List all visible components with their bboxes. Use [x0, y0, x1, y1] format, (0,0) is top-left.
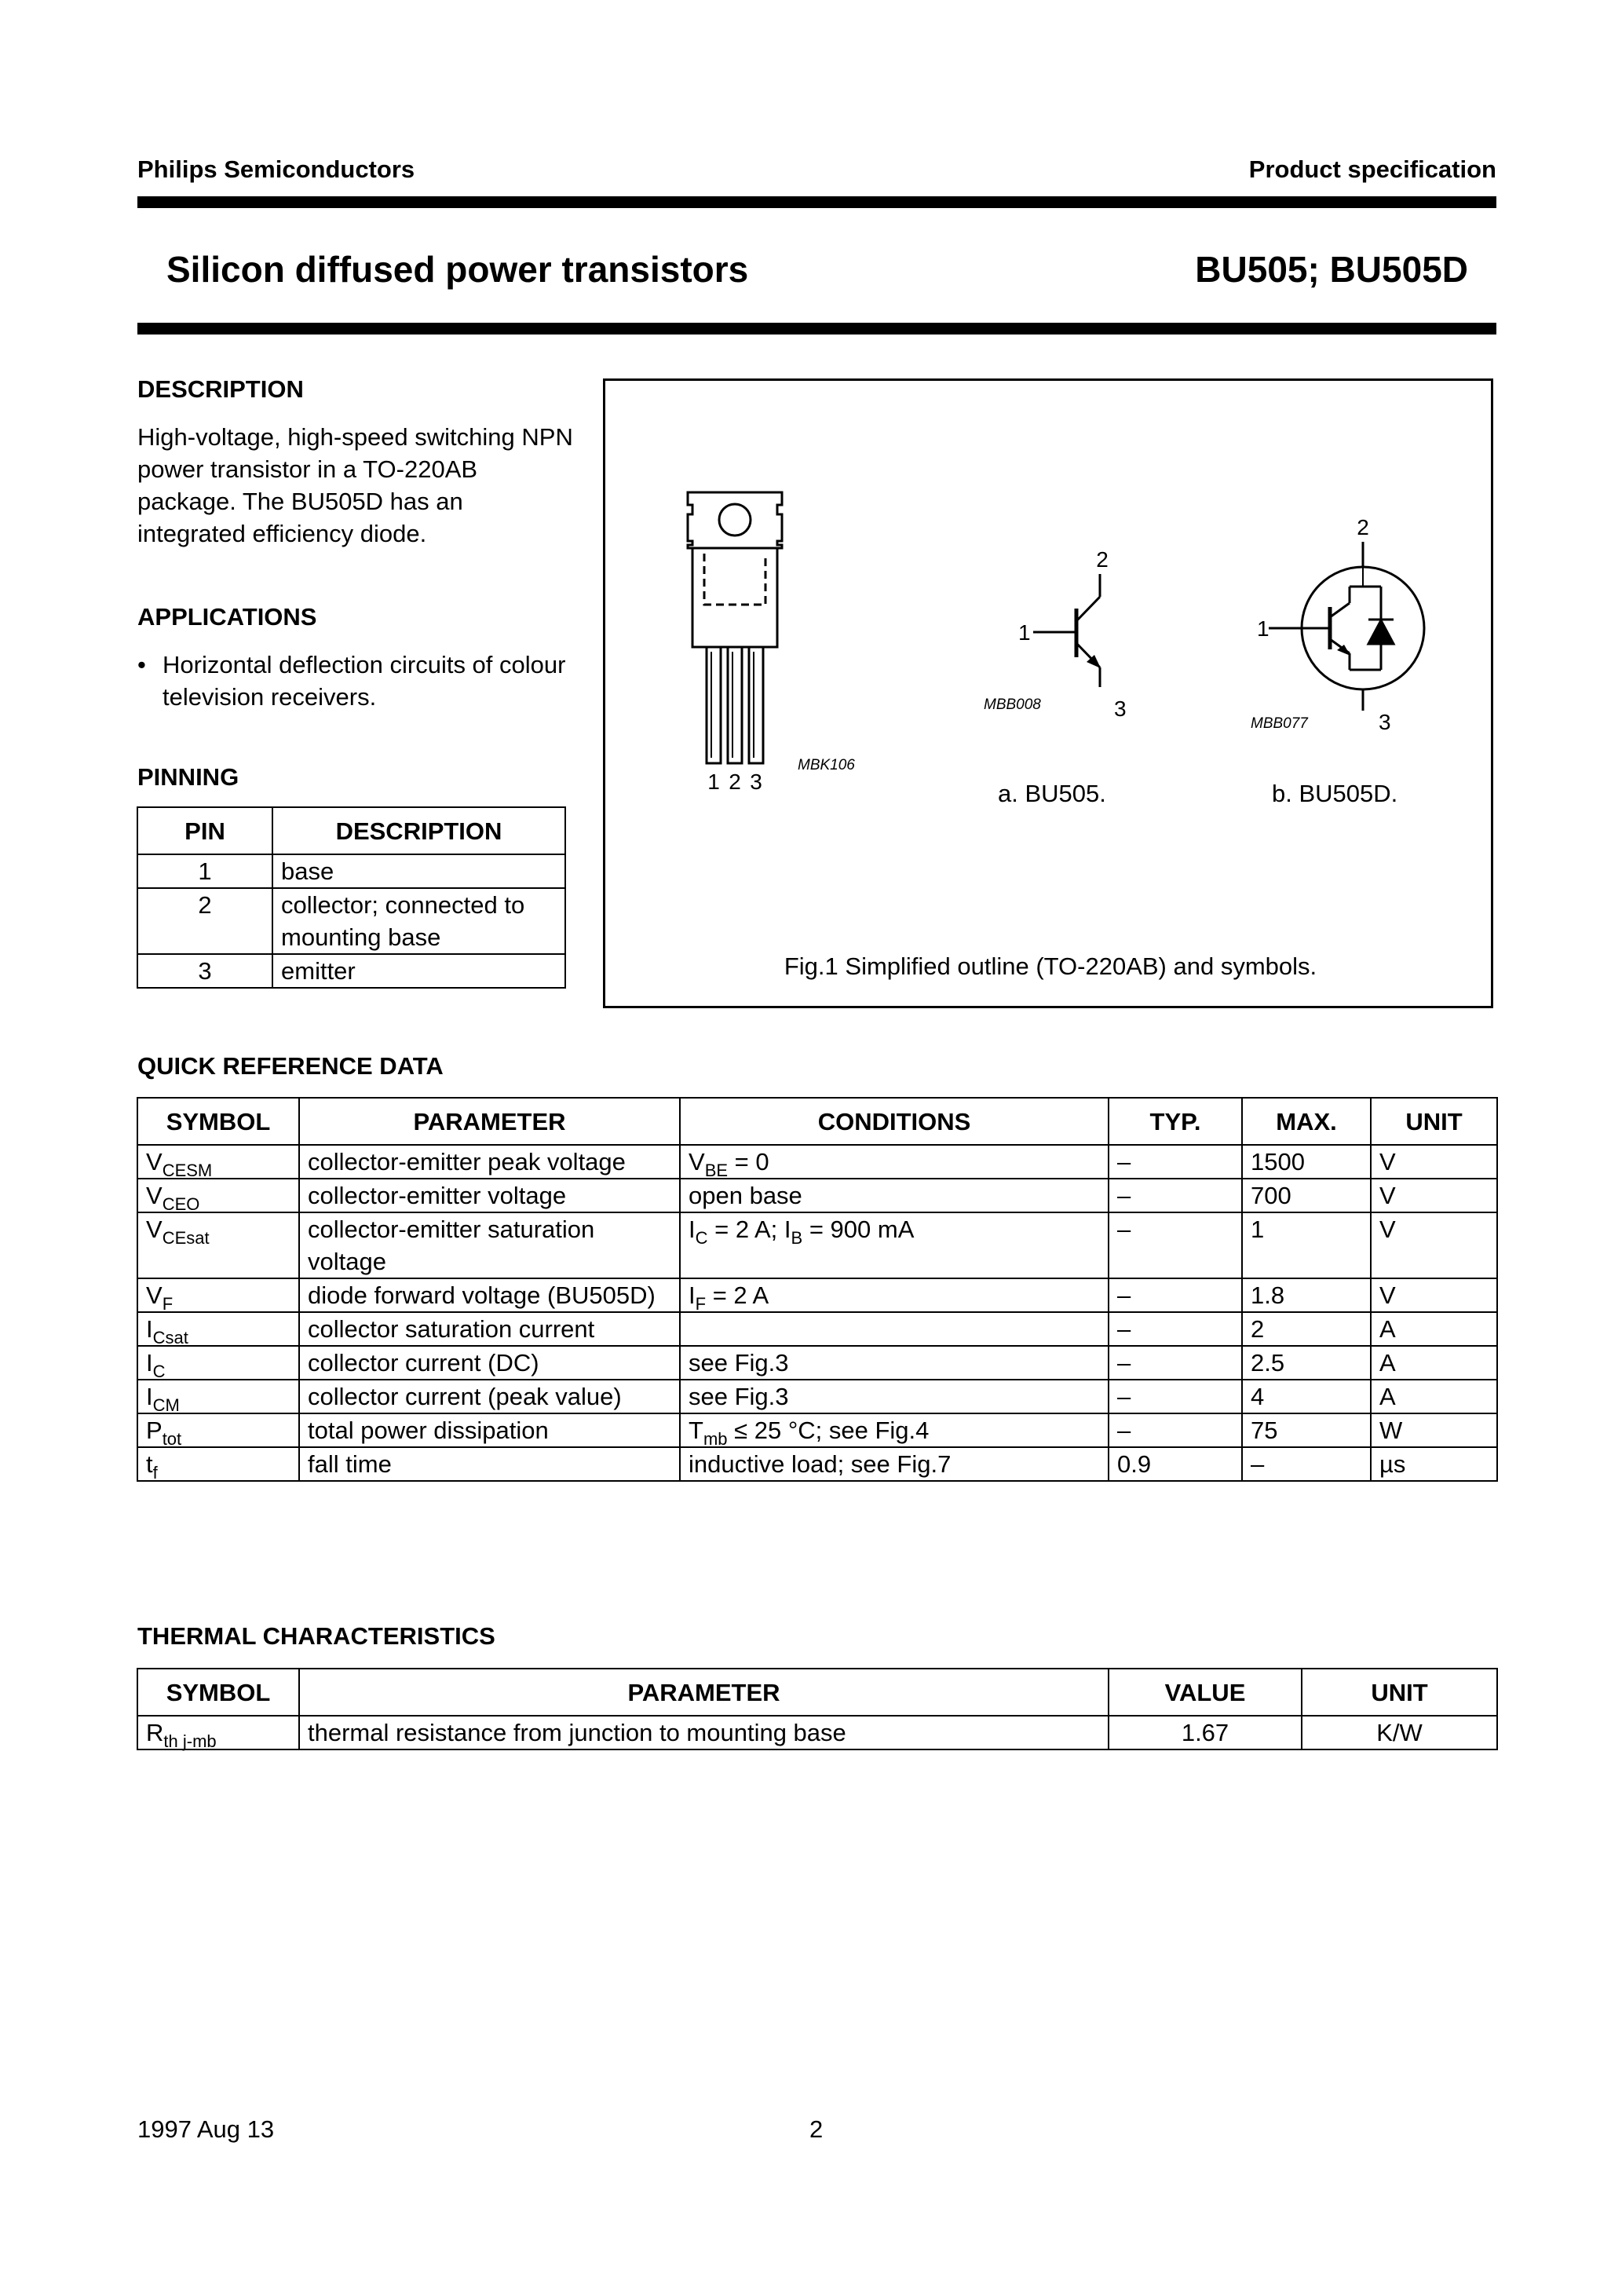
typ-cell: – — [1109, 1145, 1242, 1179]
condition-subscript: mb — [703, 1429, 728, 1449]
pin-cell: 1 — [137, 854, 272, 888]
outline-pin-label: 3 — [750, 770, 762, 794]
condition-text: = 2 A — [706, 1281, 769, 1309]
unit-cell: V — [1371, 1179, 1497, 1212]
symbol-a-code: MBB008 — [984, 696, 1041, 713]
symbol-b-code: MBB077 — [1251, 715, 1308, 732]
conditions-cell — [680, 1346, 1109, 1380]
table-row — [137, 1380, 1497, 1413]
typ-cell: – — [1109, 1212, 1242, 1278]
condition-text: see Fig.3 — [689, 1383, 789, 1410]
column-header: PIN — [137, 807, 272, 854]
symbol-text: I — [146, 1383, 153, 1410]
symbol-cell — [137, 1447, 299, 1481]
application-text: Horizontal deflection circuits of colour television receivers. — [163, 651, 566, 711]
typ-cell: – — [1109, 1278, 1242, 1312]
symbol-subscript: th j-mb — [163, 1731, 217, 1751]
typ-cell: – — [1109, 1312, 1242, 1346]
base-pin-label: 1 — [1257, 616, 1269, 641]
base-pin-label: 1 — [1018, 620, 1031, 645]
unit-cell: A — [1371, 1312, 1497, 1346]
quick-reference-heading: QUICK REFERENCE DATA — [137, 1052, 444, 1080]
condition-subscript: C — [695, 1228, 708, 1248]
column-header: PARAMETER — [299, 1669, 1109, 1716]
symbol-subscript: f — [152, 1463, 158, 1483]
thermal-table-body — [137, 1716, 1497, 1749]
max-cell: – — [1242, 1447, 1371, 1481]
symbol-subscript: CEO — [162, 1194, 200, 1214]
column-header: DESCRIPTION — [272, 807, 565, 854]
header-rule — [137, 196, 1496, 208]
figure-box — [603, 378, 1493, 1008]
parameter-cell: thermal resistance from junction to mounting base — [299, 1716, 1109, 1749]
symbol-text: R — [146, 1719, 164, 1746]
quick-reference-table — [137, 1097, 1498, 1482]
applications-list — [137, 649, 577, 713]
symbol-text: V — [146, 1216, 163, 1243]
list-item — [137, 649, 577, 713]
footer-date: 1997 Aug 13 — [137, 2115, 275, 2143]
column-header: SYMBOL — [137, 1098, 299, 1145]
collector-pin-label: 2 — [1357, 515, 1369, 539]
max-cell: 4 — [1242, 1380, 1371, 1413]
company-name: Philips Semiconductors — [137, 155, 415, 183]
condition-text: inductive load; see Fig.7 — [689, 1450, 952, 1478]
npn-transistor-icon — [1033, 574, 1101, 687]
symbol-subscript: CEsat — [162, 1228, 210, 1248]
parameter-cell: collector current (peak value) — [299, 1380, 680, 1413]
column-header: SYMBOL — [137, 1669, 299, 1716]
outline-code: MBK106 — [798, 757, 855, 773]
symbol-cell — [137, 1278, 299, 1312]
typ-cell: – — [1109, 1179, 1242, 1212]
table-header-row — [137, 1669, 1497, 1716]
condition-subscript: F — [695, 1294, 707, 1314]
table-header-row — [137, 807, 565, 854]
symbol-a-label: a. BU505. — [998, 780, 1106, 807]
condition-text: I — [689, 1216, 696, 1243]
symbol-text: V — [146, 1182, 163, 1209]
condition-text: ≤ 25 °C; see Fig.4 — [727, 1417, 930, 1444]
column-header: UNIT — [1302, 1669, 1497, 1716]
symbol-cell — [137, 1380, 299, 1413]
max-cell: 1500 — [1242, 1145, 1371, 1179]
condition-subscript: B — [791, 1228, 803, 1248]
conditions-cell — [680, 1312, 1109, 1346]
symbol-text: I — [146, 1315, 153, 1343]
value-cell: 1.67 — [1109, 1716, 1302, 1749]
symbol-text: V — [146, 1281, 163, 1309]
unit-cell: W — [1371, 1413, 1497, 1447]
pin-cell: 3 — [137, 954, 272, 988]
symbol-cell — [137, 1145, 299, 1179]
max-cell: 2.5 — [1242, 1346, 1371, 1380]
pin-description-cell: base — [272, 854, 565, 888]
conditions-cell — [680, 1179, 1109, 1212]
unit-cell: µs — [1371, 1447, 1497, 1481]
transistor-with-diode-icon — [1269, 542, 1424, 711]
symbol-subscript: F — [162, 1294, 174, 1314]
symbol-subscript: CM — [152, 1395, 180, 1415]
symbol-cell — [137, 1212, 299, 1278]
collector-pin-label: 2 — [1096, 547, 1109, 572]
table-row — [137, 1312, 1497, 1346]
thermal-table — [137, 1668, 1498, 1750]
title-rule — [137, 323, 1496, 335]
max-cell: 700 — [1242, 1179, 1371, 1212]
pin-cell: 2 — [137, 888, 272, 954]
max-cell: 1 — [1242, 1212, 1371, 1278]
symbol-subscript: C — [152, 1362, 166, 1381]
pinning-heading: PINNING — [137, 763, 239, 791]
condition-text: = 900 mA — [802, 1216, 915, 1243]
parameter-cell: fall time — [299, 1447, 680, 1481]
parameter-cell: collector-emitter peak voltage — [299, 1145, 680, 1179]
column-header: PARAMETER — [299, 1098, 680, 1145]
symbol-subscript: CESM — [162, 1161, 213, 1180]
pin-description-cell: collector; connected to mounting base — [272, 888, 565, 954]
max-cell: 75 — [1242, 1413, 1371, 1447]
figure-drawing — [605, 381, 1491, 1006]
table-row — [137, 1716, 1497, 1749]
condition-subscript: BE — [704, 1161, 729, 1180]
figure-caption: Fig.1 Simplified outline (TO-220AB) and symbols. — [784, 952, 1317, 980]
unit-cell: V — [1371, 1278, 1497, 1312]
symbol-subscript: Csat — [152, 1328, 188, 1347]
table-row — [137, 1346, 1497, 1380]
unit-cell: A — [1371, 1346, 1497, 1380]
max-cell: 1.8 — [1242, 1278, 1371, 1312]
condition-text: V — [689, 1148, 705, 1175]
symbol-cell — [137, 1716, 299, 1749]
outline-pin-label: 2 — [729, 770, 741, 794]
column-header: VALUE — [1109, 1669, 1302, 1716]
typ-cell: – — [1109, 1346, 1242, 1380]
table-row — [137, 1145, 1497, 1179]
column-header: MAX. — [1242, 1098, 1371, 1145]
typ-cell: – — [1109, 1380, 1242, 1413]
symbol-text: I — [146, 1349, 153, 1377]
condition-text: = 2 A; I — [707, 1216, 791, 1243]
parameter-cell: collector saturation current — [299, 1312, 680, 1346]
description-text: High-voltage, high-speed switching NPN power transistor in a TO-220AB package. The BU505D has an integrated efficiency diode. — [137, 423, 573, 547]
table-row — [137, 1447, 1497, 1481]
page-number: 2 — [809, 2115, 824, 2143]
max-cell: 2 — [1242, 1312, 1371, 1346]
unit-cell: V — [1371, 1145, 1497, 1179]
typ-cell: 0.9 — [1109, 1447, 1242, 1481]
column-header: TYP. — [1109, 1098, 1242, 1145]
pin-description-cell: emitter — [272, 954, 565, 988]
conditions-cell — [680, 1212, 1109, 1278]
thermal-heading: THERMAL CHARACTERISTICS — [137, 1622, 495, 1650]
column-header: UNIT — [1371, 1098, 1497, 1145]
conditions-cell — [680, 1447, 1109, 1481]
parameter-cell: collector-emitter voltage — [299, 1179, 680, 1212]
pinning-table-body — [137, 854, 565, 988]
pinning-table — [137, 806, 566, 989]
table-row — [137, 854, 565, 888]
conditions-cell — [680, 1145, 1109, 1179]
parameter-cell: collector current (DC) — [299, 1346, 680, 1380]
symbol-b-label: b. BU505D. — [1272, 780, 1398, 807]
part-numbers: BU505; BU505D — [1195, 249, 1468, 290]
symbol-cell — [137, 1179, 299, 1212]
table-row — [137, 888, 565, 954]
emitter-pin-label: 3 — [1379, 710, 1391, 734]
typ-cell: – — [1109, 1413, 1242, 1447]
symbol-subscript: tot — [162, 1429, 182, 1449]
bullet-icon: • — [137, 651, 146, 678]
symbol-cell — [137, 1413, 299, 1447]
description-heading: DESCRIPTION — [137, 375, 304, 403]
condition-text: see Fig.3 — [689, 1349, 789, 1377]
unit-cell: A — [1371, 1380, 1497, 1413]
conditions-cell — [680, 1278, 1109, 1312]
condition-text: I — [689, 1281, 696, 1309]
quick-reference-body — [137, 1145, 1497, 1481]
table-header-row — [137, 1098, 1497, 1145]
condition-text: T — [689, 1417, 703, 1444]
parameter-cell: diode forward voltage (BU505D) — [299, 1278, 680, 1312]
to220-outline-icon — [688, 492, 782, 763]
outline-pin-label: 1 — [707, 770, 720, 794]
table-row — [137, 1278, 1497, 1312]
table-row — [137, 954, 565, 988]
symbol-text: t — [146, 1450, 153, 1478]
conditions-cell — [680, 1413, 1109, 1447]
parameter-cell: total power dissipation — [299, 1413, 680, 1447]
table-row — [137, 1212, 1497, 1278]
symbol-text: P — [146, 1417, 163, 1444]
symbol-text: V — [146, 1148, 163, 1175]
document-type: Product specification — [1248, 155, 1496, 183]
symbol-cell — [137, 1312, 299, 1346]
condition-text: open base — [689, 1182, 802, 1209]
unit-cell: K/W — [1302, 1716, 1497, 1749]
condition-text: = 0 — [728, 1148, 769, 1175]
emitter-pin-label: 3 — [1114, 696, 1127, 721]
table-row — [137, 1413, 1497, 1447]
symbol-cell — [137, 1346, 299, 1380]
conditions-cell — [680, 1380, 1109, 1413]
column-header: CONDITIONS — [680, 1098, 1109, 1145]
parameter-cell: collector-emitter saturation voltage — [299, 1212, 680, 1278]
product-title: Silicon diffused power transistors — [166, 249, 749, 290]
table-row — [137, 1179, 1497, 1212]
applications-heading: APPLICATIONS — [137, 603, 317, 631]
unit-cell: V — [1371, 1212, 1497, 1278]
